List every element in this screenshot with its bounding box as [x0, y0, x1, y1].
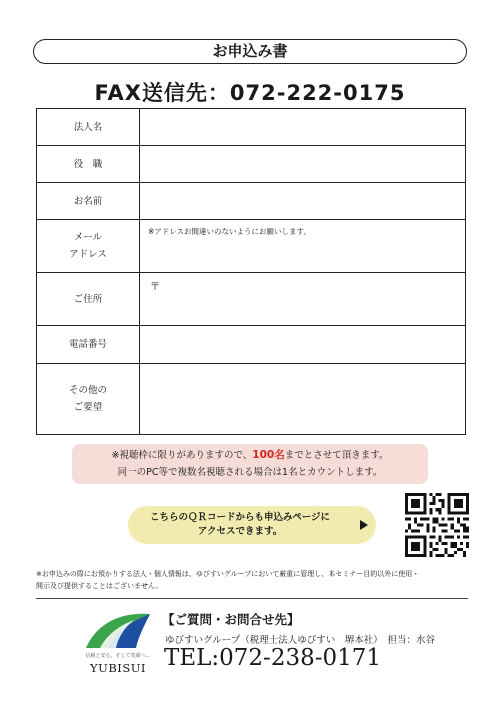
privacy-line2: 開示及び提供することはございません。 [36, 582, 163, 590]
capacity-emphasis: 100名 [252, 449, 285, 461]
fax-number: FAX送信先：072-222-0175 [94, 81, 406, 105]
notice-line1 [72, 447, 428, 464]
email-label-line2: アドレス [69, 249, 107, 260]
arrow-right-icon [360, 520, 368, 530]
qr-banner[interactable] [128, 506, 376, 544]
yubisui-logo-mark [78, 610, 158, 652]
privacy-note [36, 568, 476, 592]
notice-line1-pre: ※視聴枠に限りがありますので、 [111, 450, 253, 461]
corporate-name-label: 法人名 [37, 109, 140, 146]
qr-code[interactable] [405, 493, 469, 557]
other-label-line2: ご要望 [73, 402, 103, 413]
page-title: お申込み書 [33, 39, 467, 64]
notice-line2: 同一のPC等で複数名視聴される場合は1名とカウントします。 [117, 467, 383, 478]
qr-banner-line2: アクセスできます。 [197, 526, 283, 537]
application-form [36, 108, 466, 435]
yubisui-logo [78, 610, 158, 674]
privacy-line1: ※お申込みの際にお預かりする法人・個人情報は、ゆびすいグループにおいて厳重に管理し、本セミナー目的以外に使用・ [36, 570, 420, 578]
address-field[interactable] [140, 273, 466, 326]
other-requests-field[interactable] [140, 364, 466, 435]
position-field[interactable] [140, 146, 466, 183]
contact-organization: ゆびすいグループ（税理士法人ゆびすい 堺本社） 担当：水谷 [165, 635, 435, 646]
capacity-notice [72, 444, 428, 484]
phone-field[interactable] [140, 326, 466, 364]
phone-label: 電話番号 [37, 326, 140, 364]
other-label-line1: その他の [68, 385, 107, 396]
postal-mark: 〒 [150, 282, 160, 293]
email-note: ※アドレスお間違いのないようにお願いします。 [148, 227, 311, 236]
name-label: お名前 [37, 183, 140, 220]
position-label: 役 職 [37, 146, 140, 183]
form-row-corporate-name [37, 109, 466, 146]
form-row-name [37, 183, 466, 220]
other-requests-label [37, 364, 140, 435]
contact-phone[interactable]: TEL:072-238-0171 [164, 645, 382, 671]
form-row-email [37, 220, 466, 273]
email-field[interactable] [140, 220, 466, 273]
notice-line1-post: までとさせて頂きます。 [284, 450, 389, 461]
email-label [37, 220, 140, 273]
logo-tagline: 信頼と安心、そして笑顔へ… [85, 653, 151, 659]
form-row-address [37, 273, 466, 326]
qr-banner-text [128, 511, 352, 539]
name-field[interactable] [140, 183, 466, 220]
form-row-position [37, 146, 466, 183]
divider [36, 598, 468, 599]
corporate-name-field[interactable] [140, 109, 466, 146]
address-label: ご住所 [37, 273, 140, 326]
contact-heading: 【ご質問・お問合せ先】 [162, 612, 300, 627]
form-row-other [37, 364, 466, 435]
email-label-line1: メール [73, 232, 103, 243]
form-row-phone [37, 326, 466, 364]
logo-name: YUBISUI [90, 661, 146, 675]
qr-banner-line1: こちらのＱＲコードからも申込みページに [149, 512, 331, 523]
